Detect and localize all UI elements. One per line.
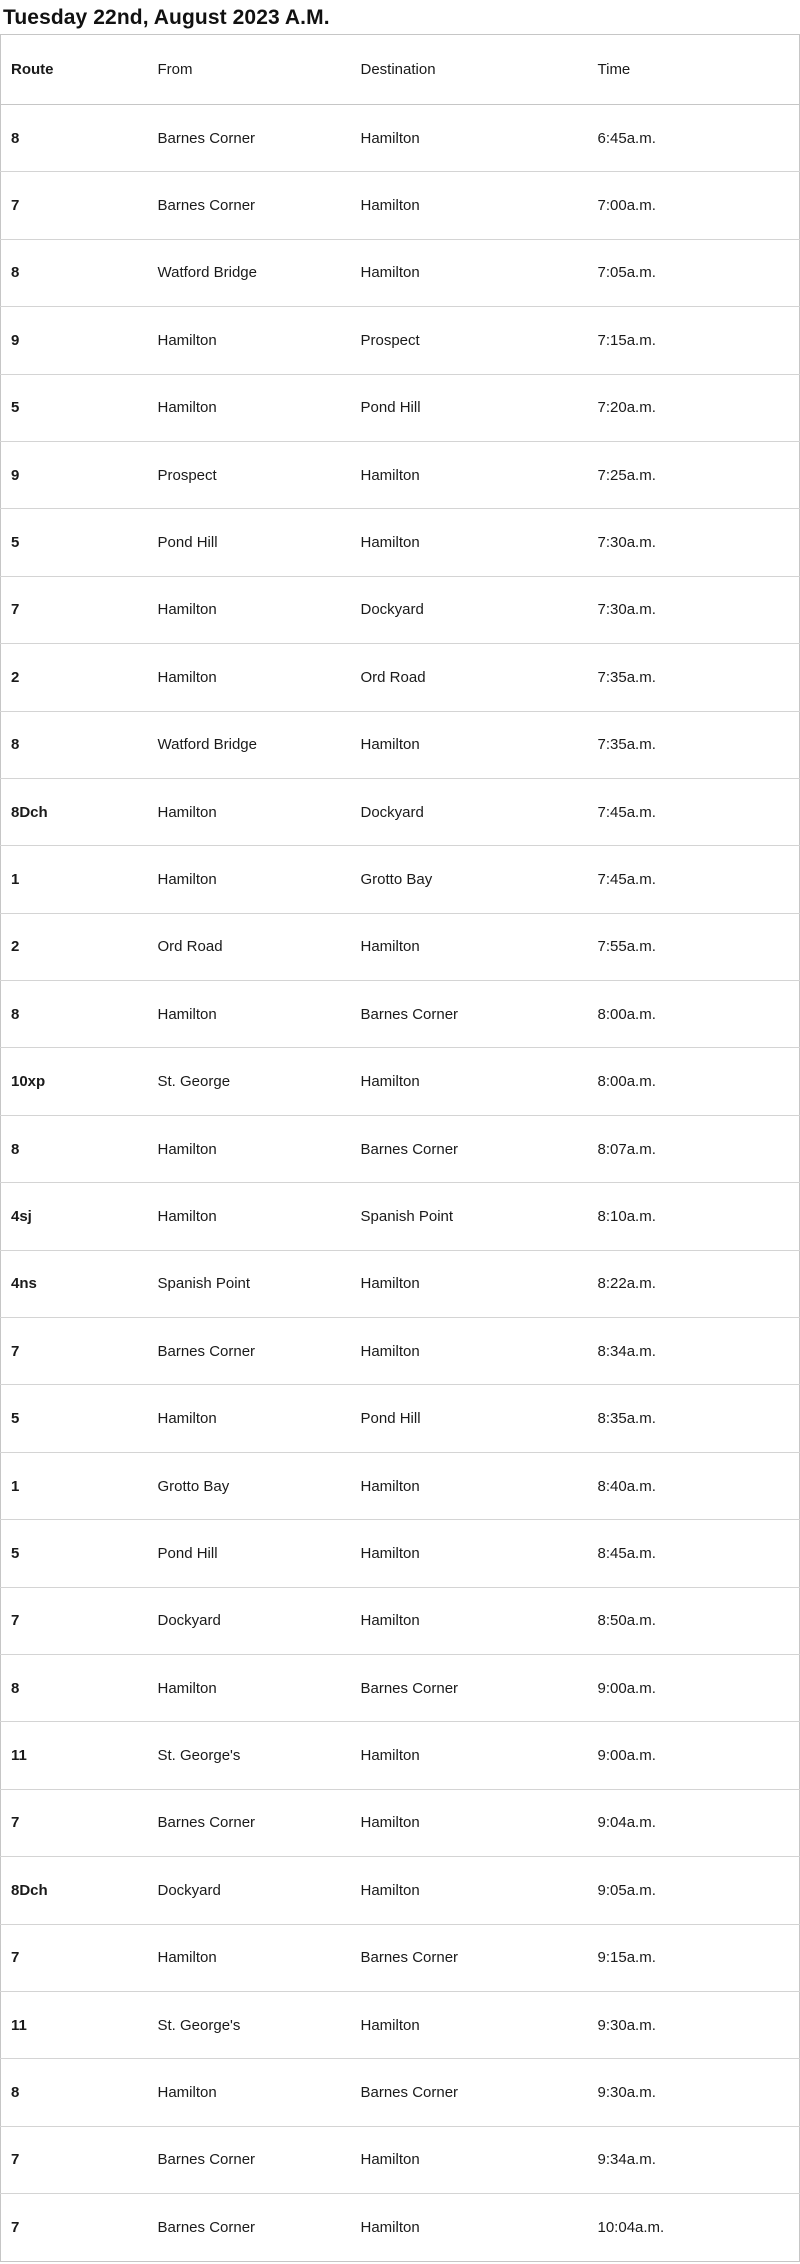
- table-row: [1, 1048, 800, 1115]
- destination-cell: Barnes Corner: [351, 981, 588, 1048]
- table-row: [1, 239, 800, 306]
- table-row: [1, 1183, 800, 1250]
- table-row: [1, 1587, 800, 1654]
- from-cell: Dockyard: [148, 1857, 351, 1924]
- time-cell: 9:04a.m.: [588, 1789, 800, 1856]
- route-cell: 8Dch: [1, 778, 148, 845]
- destination-cell: Hamilton: [351, 1318, 588, 1385]
- route-cell: 7: [1, 2126, 148, 2193]
- time-cell: 8:50a.m.: [588, 1587, 800, 1654]
- table-row: [1, 1250, 800, 1317]
- from-cell: Barnes Corner: [148, 105, 351, 172]
- table-row: [1, 307, 800, 374]
- from-cell: Barnes Corner: [148, 172, 351, 239]
- from-cell: St. George's: [148, 1722, 351, 1789]
- from-cell: Pond Hill: [148, 509, 351, 576]
- destination-cell: Hamilton: [351, 1857, 588, 1924]
- destination-cell: Hamilton: [351, 1789, 588, 1856]
- time-cell: 7:45a.m.: [588, 846, 800, 913]
- destination-cell: Barnes Corner: [351, 2059, 588, 2126]
- route-cell: 7: [1, 1318, 148, 1385]
- time-cell: 7:45a.m.: [588, 778, 800, 845]
- table-row: [1, 913, 800, 980]
- table-row: [1, 1115, 800, 1182]
- table-row: [1, 644, 800, 711]
- from-cell: Grotto Bay: [148, 1452, 351, 1519]
- from-cell: Hamilton: [148, 576, 351, 643]
- header-destination: Destination: [351, 35, 588, 105]
- time-cell: 9:30a.m.: [588, 2059, 800, 2126]
- table-row: [1, 1722, 800, 1789]
- route-cell: 5: [1, 1520, 148, 1587]
- table-row: [1, 1991, 800, 2058]
- time-cell: 9:34a.m.: [588, 2126, 800, 2193]
- time-cell: 7:20a.m.: [588, 374, 800, 441]
- destination-cell: Hamilton: [351, 172, 588, 239]
- table-row: [1, 1452, 800, 1519]
- destination-cell: Hamilton: [351, 1048, 588, 1115]
- table-row: [1, 105, 800, 172]
- from-cell: Watford Bridge: [148, 239, 351, 306]
- destination-cell: Hamilton: [360, 2218, 420, 2236]
- destination-cell: Hamilton: [351, 1520, 588, 1587]
- time-cell: 7:25a.m.: [588, 441, 800, 508]
- table-row: [1, 2126, 800, 2193]
- header-from: From: [148, 35, 351, 105]
- destination-cell: Prospect: [351, 307, 588, 374]
- time-cell: 7:05a.m.: [588, 239, 800, 306]
- destination-cell: Hamilton: [351, 105, 588, 172]
- table-row: [1, 509, 800, 576]
- destination-cell: Spanish Point: [351, 1183, 588, 1250]
- from-cell: St. George: [148, 1048, 351, 1115]
- from-cell: Hamilton: [148, 778, 351, 845]
- table-row: [1, 846, 800, 913]
- time-cell: 8:22a.m.: [588, 1250, 800, 1317]
- from-cell: Hamilton: [148, 1385, 351, 1452]
- destination-cell: Hamilton: [351, 1587, 588, 1654]
- time-cell: 7:30a.m.: [588, 576, 800, 643]
- route-cell: 1: [1, 846, 148, 913]
- time-cell: 10:04a.m.: [597, 2218, 665, 2236]
- from-cell: Pond Hill: [148, 1520, 351, 1587]
- table-row: [1, 1924, 800, 1991]
- table-row: [1, 441, 800, 508]
- destination-cell: Hamilton: [351, 1452, 588, 1519]
- header-row: [1, 35, 800, 105]
- destination-cell: Hamilton: [351, 711, 588, 778]
- route-cell: 9: [1, 307, 148, 374]
- route-cell: 7: [11, 2218, 20, 2236]
- from-cell: Dockyard: [148, 1587, 351, 1654]
- destination-cell: Barnes Corner: [351, 1924, 588, 1991]
- from-cell: Hamilton: [148, 1115, 351, 1182]
- destination-cell: Barnes Corner: [351, 1654, 588, 1721]
- destination-cell: Hamilton: [351, 441, 588, 508]
- header-route: Route: [1, 35, 148, 105]
- table-row: [1, 778, 800, 845]
- destination-cell: Dockyard: [351, 778, 588, 845]
- destination-cell: Hamilton: [351, 509, 588, 576]
- table-row: [1, 2194, 800, 2261]
- route-cell: 2: [1, 644, 148, 711]
- destination-cell: Hamilton: [351, 913, 588, 980]
- route-cell: 10xp: [1, 1048, 148, 1115]
- destination-cell: Hamilton: [351, 1991, 588, 2058]
- route-cell: 8: [1, 2059, 148, 2126]
- from-cell: Ord Road: [148, 913, 351, 980]
- from-cell: Hamilton: [148, 2059, 351, 2126]
- time-cell: 8:00a.m.: [588, 1048, 800, 1115]
- route-cell: 8: [1, 981, 148, 1048]
- route-cell: 11: [1, 1991, 148, 2058]
- destination-cell: Hamilton: [351, 239, 588, 306]
- from-cell: Barnes Corner: [148, 2126, 351, 2193]
- destination-cell: Pond Hill: [351, 374, 588, 441]
- from-cell: Spanish Point: [148, 1250, 351, 1317]
- from-cell: Hamilton: [148, 846, 351, 913]
- time-cell: 8:07a.m.: [588, 1115, 800, 1182]
- route-cell: 5: [1, 1385, 148, 1452]
- route-cell: 4sj: [1, 1183, 148, 1250]
- time-cell: 7:30a.m.: [588, 509, 800, 576]
- time-cell: 7:35a.m.: [588, 644, 800, 711]
- table-row: [1, 1520, 800, 1587]
- route-cell: 8: [1, 105, 148, 172]
- time-cell: 9:30a.m.: [588, 1991, 800, 2058]
- from-cell: Barnes Corner: [148, 1318, 351, 1385]
- from-cell: Hamilton: [148, 981, 351, 1048]
- route-cell: 9: [1, 441, 148, 508]
- schedule-table: [0, 34, 800, 2262]
- time-cell: 9:00a.m.: [588, 1654, 800, 1721]
- from-cell: Hamilton: [148, 307, 351, 374]
- table-row: [1, 981, 800, 1048]
- route-cell: 7: [1, 172, 148, 239]
- time-cell: 8:40a.m.: [588, 1452, 800, 1519]
- time-cell: 9:05a.m.: [588, 1857, 800, 1924]
- destination-cell: Grotto Bay: [351, 846, 588, 913]
- route-cell: 8: [1, 1115, 148, 1182]
- route-cell: 8Dch: [1, 1857, 148, 1924]
- route-cell: 7: [1, 1924, 148, 1991]
- header-time: Time: [588, 35, 800, 105]
- schedule-page: [0, 7, 800, 2262]
- time-cell: 7:15a.m.: [588, 307, 800, 374]
- time-cell: 7:35a.m.: [588, 711, 800, 778]
- table-row: [1, 172, 800, 239]
- route-cell: 7: [1, 1789, 148, 1856]
- from-cell: Hamilton: [148, 374, 351, 441]
- route-cell: 8: [1, 711, 148, 778]
- destination-cell: Hamilton: [351, 1722, 588, 1789]
- time-cell: 9:00a.m.: [588, 1722, 800, 1789]
- table-row: [1, 1385, 800, 1452]
- route-cell: 1: [1, 1452, 148, 1519]
- destination-cell: Hamilton: [351, 1250, 588, 1317]
- table-row: [1, 576, 800, 643]
- route-cell: 8: [1, 1654, 148, 1721]
- time-cell: 7:55a.m.: [588, 913, 800, 980]
- time-cell: 8:10a.m.: [588, 1183, 800, 1250]
- time-cell: 6:45a.m.: [588, 105, 800, 172]
- from-cell: St. George's: [148, 1991, 351, 2058]
- destination-cell: Barnes Corner: [351, 1115, 588, 1182]
- table-row: [1, 1318, 800, 1385]
- schedule-header: [1, 35, 800, 105]
- time-cell: 7:00a.m.: [588, 172, 800, 239]
- route-cell: 5: [1, 509, 148, 576]
- from-cell: Barnes Corner: [148, 1789, 351, 1856]
- from-cell: Hamilton: [148, 1924, 351, 1991]
- destination-cell: Dockyard: [351, 576, 588, 643]
- time-cell: 8:34a.m.: [588, 1318, 800, 1385]
- table-row: [1, 374, 800, 441]
- route-cell: 4ns: [1, 1250, 148, 1317]
- table-row: [1, 2059, 800, 2126]
- from-cell: Hamilton: [148, 1183, 351, 1250]
- from-cell: Barnes Corner: [157, 2218, 256, 2236]
- route-cell: 5: [1, 374, 148, 441]
- page-title: Tuesday 22nd, August 2023 A.M.: [3, 6, 330, 29]
- schedule-body: [1, 105, 800, 2262]
- time-cell: 8:00a.m.: [588, 981, 800, 1048]
- destination-cell: Ord Road: [351, 644, 588, 711]
- from-cell: Hamilton: [148, 644, 351, 711]
- destination-cell: Hamilton: [351, 2126, 588, 2193]
- time-cell: 8:45a.m.: [588, 1520, 800, 1587]
- route-cell: 2: [1, 913, 148, 980]
- route-cell: 8: [1, 239, 148, 306]
- time-cell: 8:35a.m.: [588, 1385, 800, 1452]
- table-row: [1, 1857, 800, 1924]
- time-cell: 9:15a.m.: [588, 1924, 800, 1991]
- from-cell: Prospect: [148, 441, 351, 508]
- table-row: [1, 711, 800, 778]
- from-cell: Watford Bridge: [148, 711, 351, 778]
- table-row: [1, 1654, 800, 1721]
- route-cell: 11: [1, 1722, 148, 1789]
- table-row: [1, 1789, 800, 1856]
- destination-cell: Pond Hill: [351, 1385, 588, 1452]
- route-cell: 7: [1, 576, 148, 643]
- route-cell: 7: [1, 1587, 148, 1654]
- from-cell: Hamilton: [148, 1654, 351, 1721]
